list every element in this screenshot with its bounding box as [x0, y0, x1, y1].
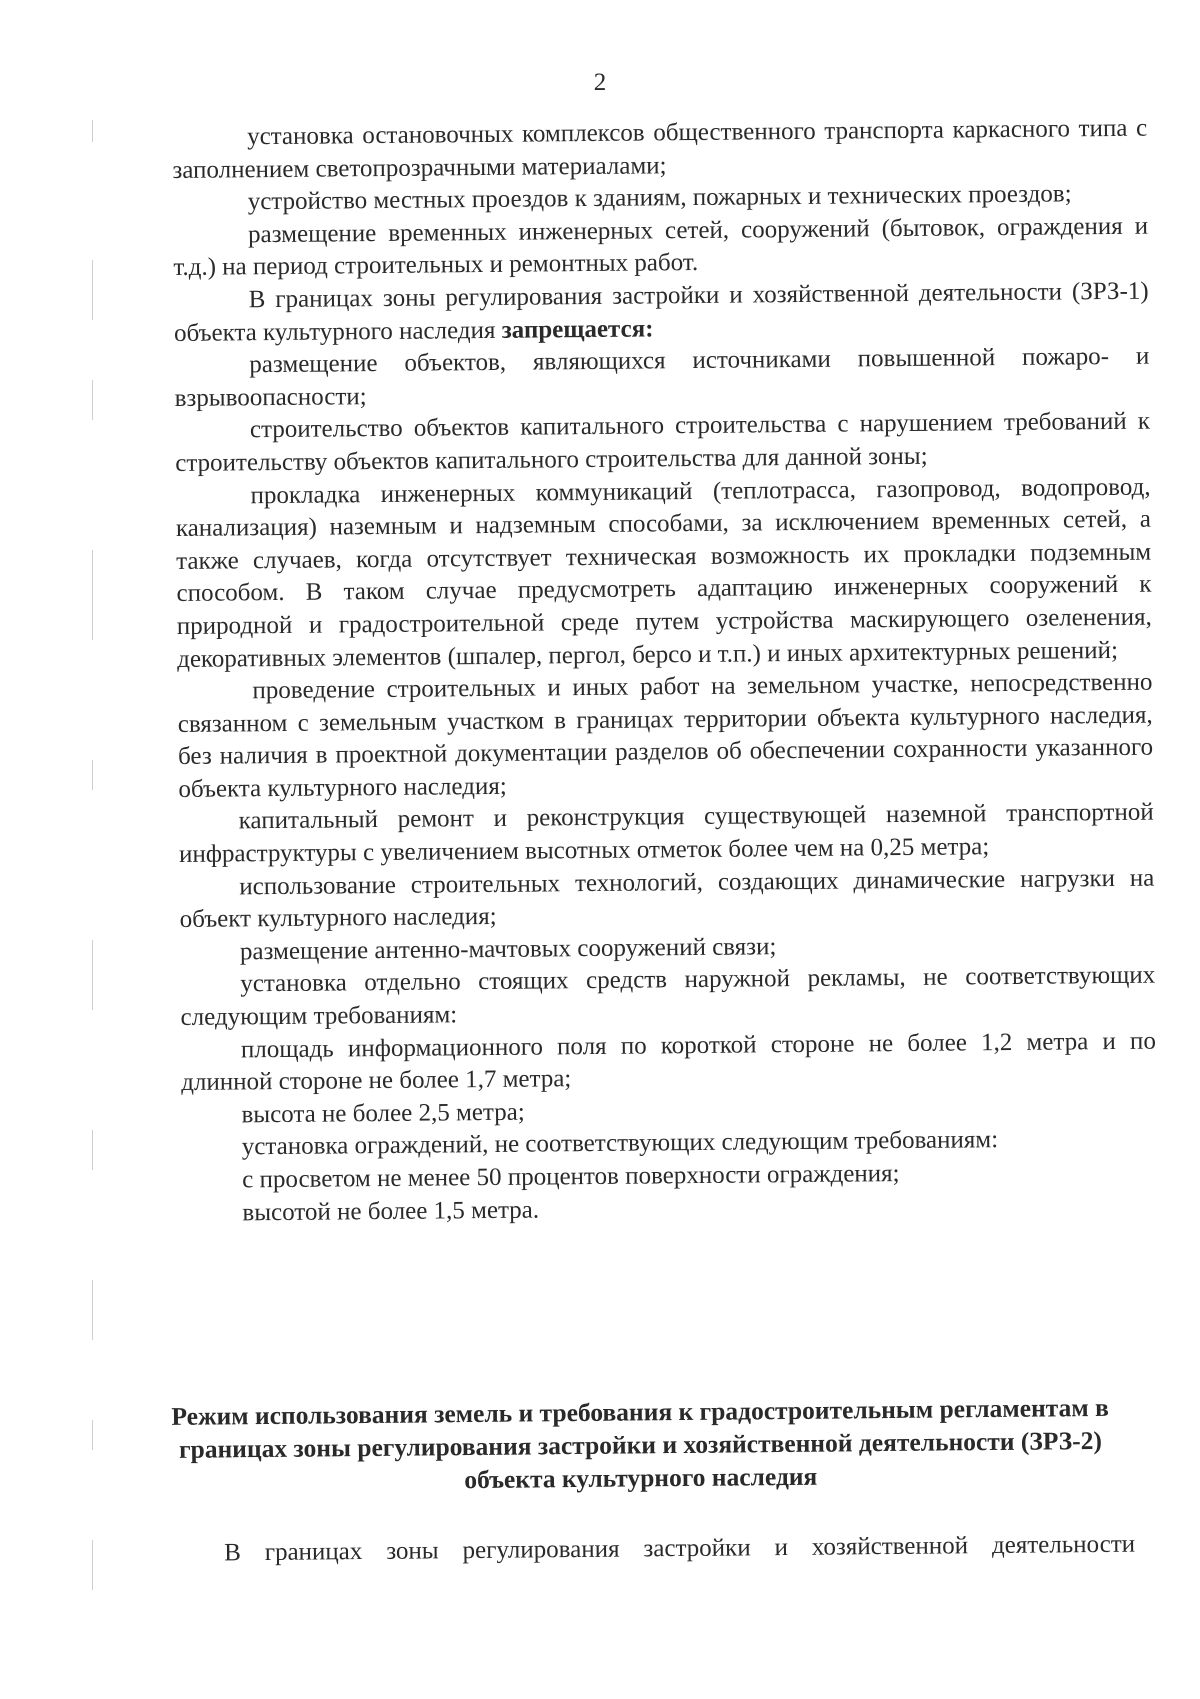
- paragraph: установка отдельно стоящих средств наружной рекламы, не соответствующих следующим требованиям:: [180, 962, 1156, 1031]
- paragraph: площадь информационного поля по короткой стороне не более 1,2 метра и по длинной стороне не более 1,7 метра;: [181, 1027, 1156, 1097]
- zone-prohibition-paragraph: [174, 276, 1150, 351]
- paragraph: использование строительных технологий, создающих динамические нагрузки на объект культурного наследия;: [179, 864, 1155, 934]
- paragraph: размещение временных инженерных сетей, сооружений (бытовок, ограждения и т.д.) на период строительных и ремонтных работ.: [173, 212, 1149, 282]
- paragraph: установка ограждений, не соответствующих следующим требованиям:: [241, 1126, 999, 1161]
- document-body: [172, 113, 1158, 1230]
- paragraph: капитальный ремонт и реконструкция существующей наземной транспортной инфраструктуры с увеличением высотных отметок более чем на 0,25 метра;: [178, 799, 1154, 869]
- prohibited-emphasis: запрещается:: [501, 314, 654, 344]
- scan-margin-marks: [92, 120, 94, 1600]
- paragraph: с просветом не менее 50 процентов поверхности ограждения;: [242, 1160, 900, 1194]
- paragraph: установка остановочных комплексов общественного транспорта каркасного типа с заполнением светопрозрачными материалами;: [172, 114, 1148, 184]
- page-number: 2: [593, 69, 607, 96]
- paragraph: устройство местных проездов к зданиям, пожарных и технических проездов;: [247, 180, 1072, 216]
- paragraph: прокладка инженерных коммуникаций (теплотрасса, газопровод, водопровод, канализация) наземным и надземным способами, за исключением временных сетей, а также случаев, когда отсутствует техническая возможность их прокладки подземным способом. В таком случае предусмотреть адаптацию инженерных сооружений к природной и градостроительной среде путем устройства маскирующего озеленения, декоративных элементов (шпалер, пергол, берсо и т.п.) и иных архитектурных решений;: [175, 473, 1152, 673]
- paragraph: строительство объектов капитального строительства с нарушением требований к строительству объектов капитального строительства для данной зоны;: [175, 407, 1151, 477]
- zone-paragraph-text: В границах зоны регулирования застройки и хозяйственной деятельности (ЗРЗ-1) объекта культурного наследия: [173, 277, 1149, 347]
- paragraph: высота не более 2,5 метра;: [241, 1098, 525, 1129]
- section-heading: Режим использования земель и требования к градостроительным регламентам в границах зоны регулирования застройки и хозяйственной деятельности (ЗРЗ-2) объекта культурного наследия: [171, 1392, 1109, 1495]
- paragraph: размещение антенно-мачтовых сооружений связи;: [239, 933, 777, 966]
- paragraph: В границах зоны регулирования застройки и хозяйственной деятельности: [224, 1530, 1136, 1567]
- paragraph: высотой не более 1,5 метра.: [242, 1196, 540, 1226]
- paragraph: размещение объектов, являющихся источниками повышенной пожаро- и взрывоопасности;: [174, 342, 1150, 412]
- trailing-paragraph-block: [160, 1529, 1135, 1570]
- paragraph: проведение строительных и иных работ на земельном участке, непосредственно связанном с земельным участком в границах территории объекта культурного наследия, без наличия в проектной документации разделов об обеспечении сохранности указанного объекта культурного наследия;: [177, 668, 1154, 803]
